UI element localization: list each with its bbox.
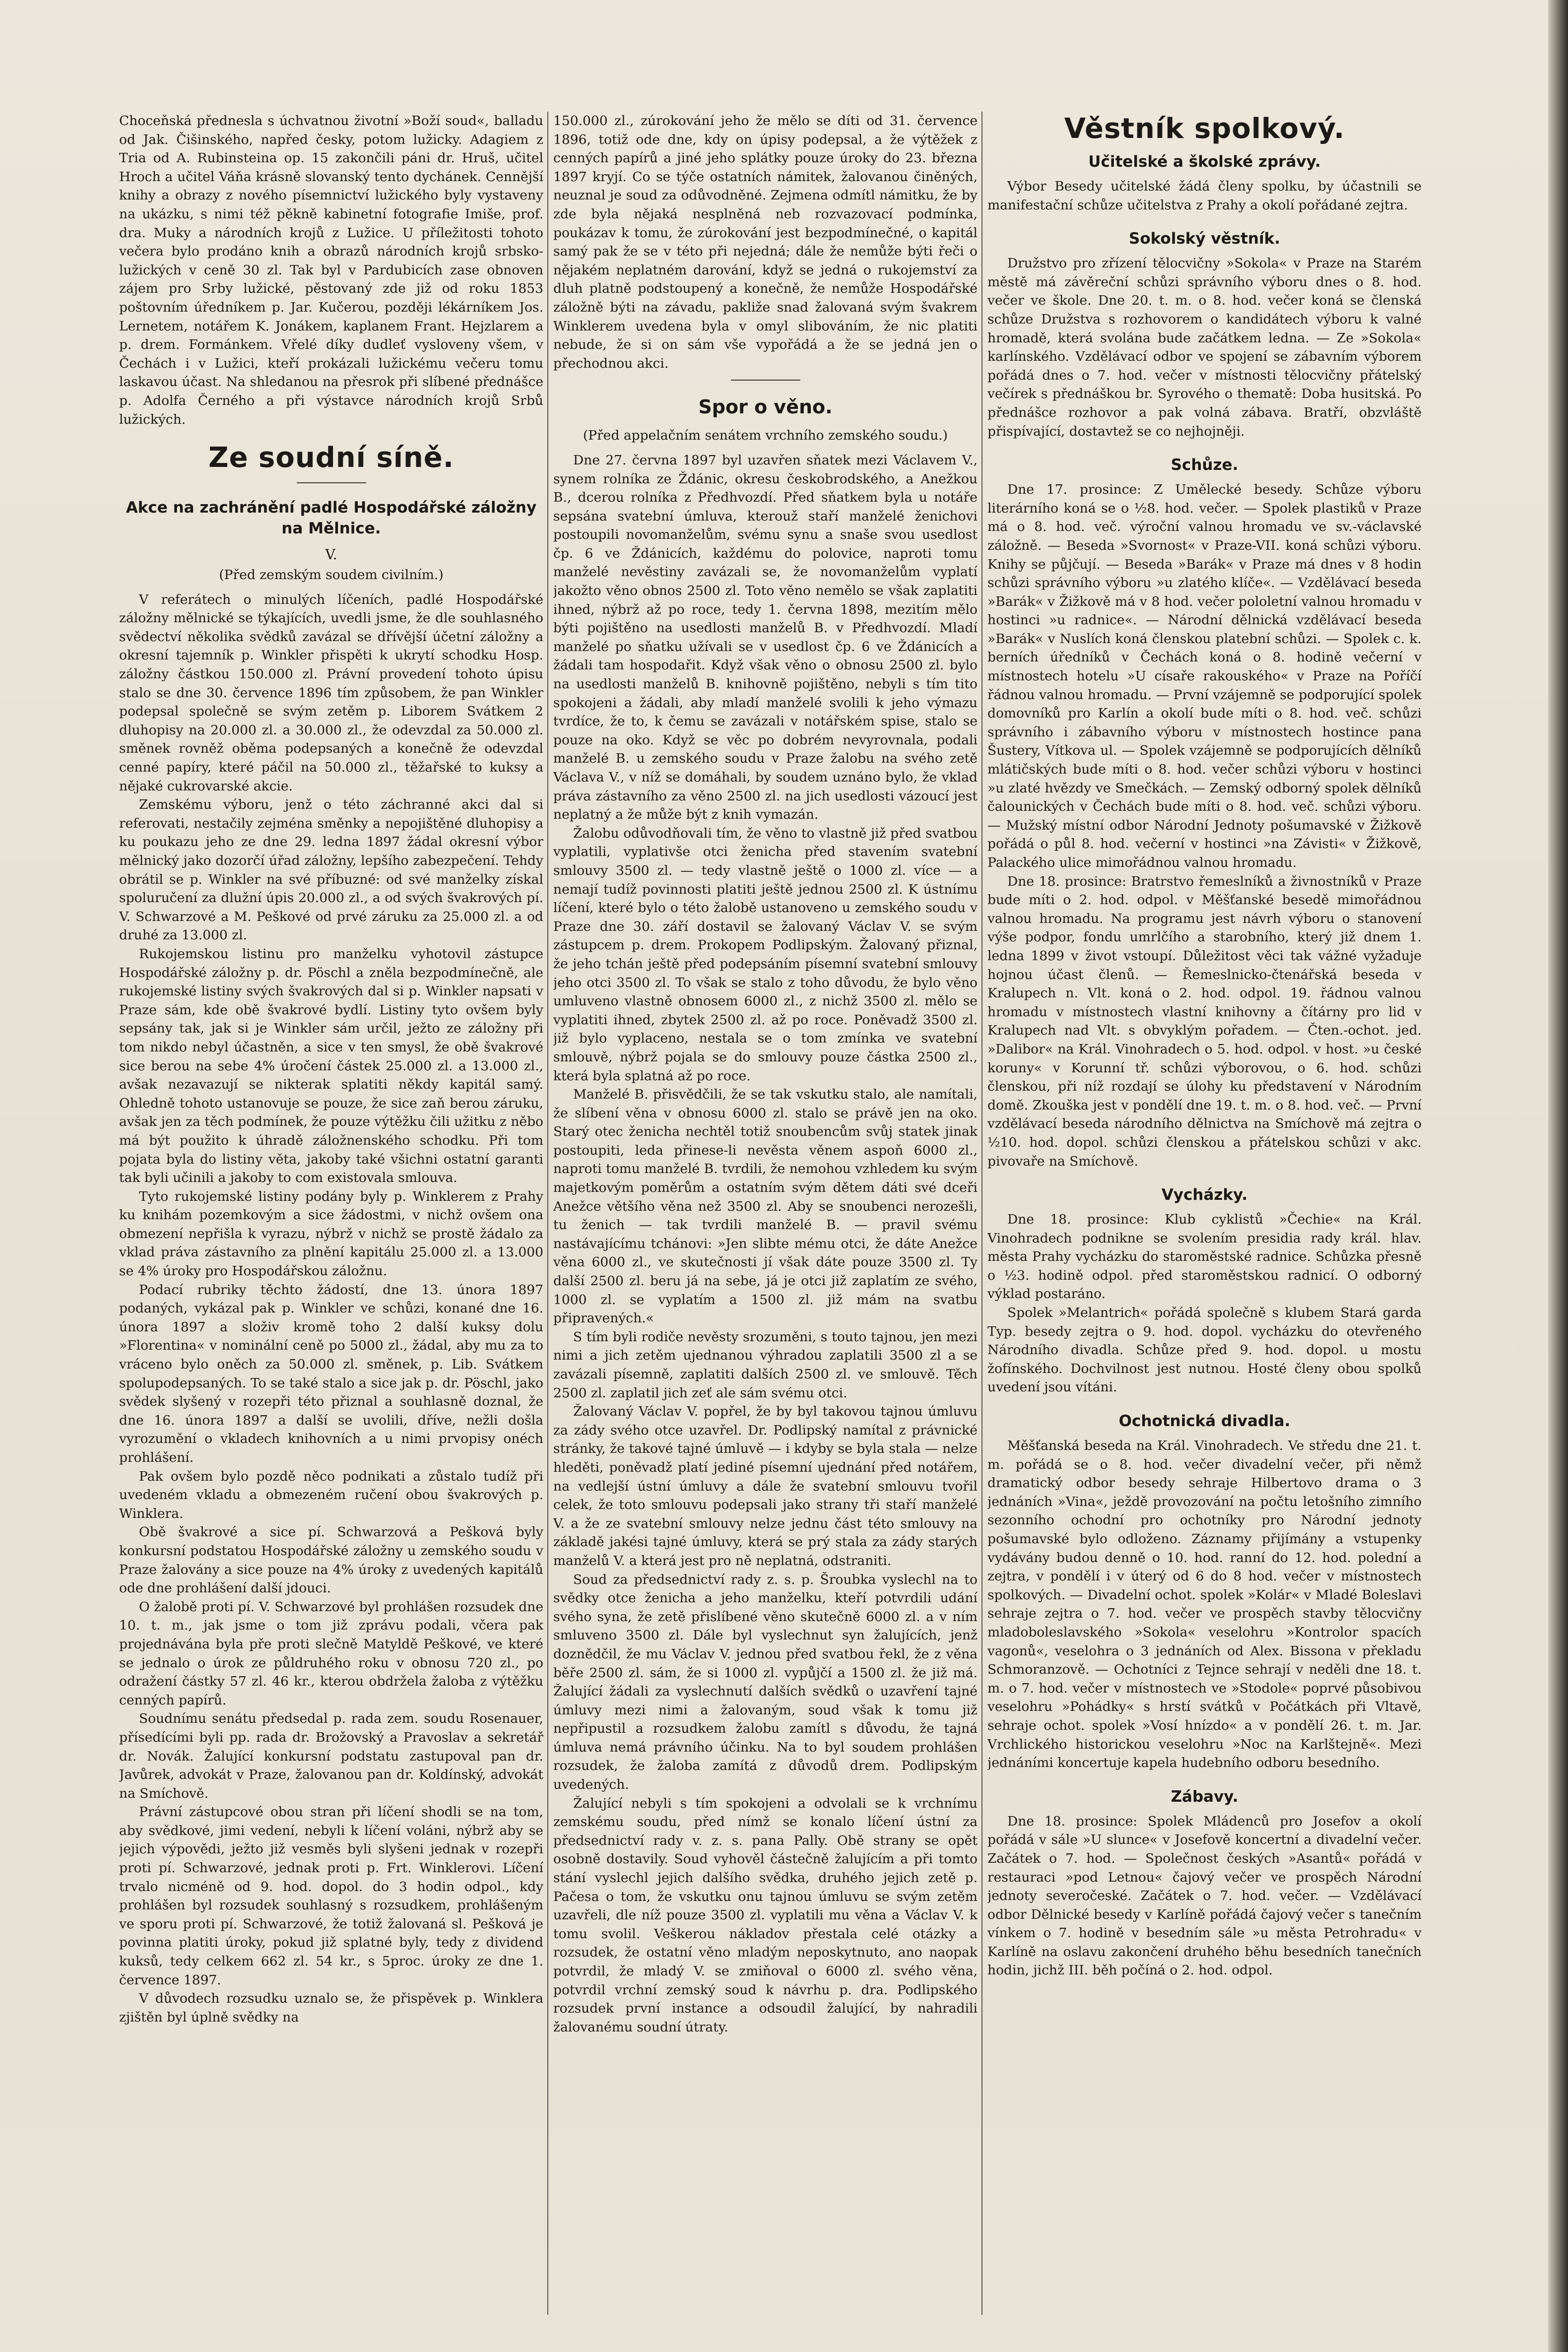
notice-paragraph: Dne 18. prosince: Klub cyklistů »Čechie« na Král. Vinohradech podnikne se svolením presidia rady král. hlav. města Prahy vycházku do staroměstské radnice. Schůzka přesně o ½3. hodině odpol. před staroměstskou radnicí. O odborný výklad postaráno. xyxy=(987,1212,1422,1302)
subsection-heading: Zábavy. xyxy=(1171,1787,1239,1806)
divider xyxy=(297,482,366,483)
article-paragraph: Rukojemskou listinu pro manželku vyhotovil zástupce Hospodářské záložny p. dr. Pöschl a zněla bezpodmínečně, ale rukojemské listiny svých švakrových dal si p. Winkler napsati v Praze sám, kde obě švakrové bydlí. Listiny tyto ovšem byly sepsány tak, jak si je Winkler sám určil, ježto ze záložny při tom nikdo nebyl účastněn, a sice v ten smysl, že obě švakrové sice berou na sebe 4% úročení částek 25.000 zl. a 13.000 zl., avšak nezavazují se nikterak splatiti někdy kapitál samý. Ohledně tohoto ustanovuje se pouze, že sice zaň berou záruku, avšak jen za těch podmínek, že pouze výtěžku čili užitku z něbo má být použito k úhradě záložnenského schodku. Při tom pojata byla do listiny věta, jakoby také všichni ostatní garanti tak byli učinili a jakoby to com existovala smlouva. xyxy=(119,946,543,1186)
article-paragraph: V důvodech rozsudku uznalo se, že přispěvek p. Winklera zjištěn byl úplně svědky na xyxy=(119,1991,543,2025)
article-paragraph: Manželé B. přisvědčili, že se tak vskutku stalo, ale namítali, že slíbení věna v obnosu 6000 zl. stalo se právě jen na oko. Starý otec ženicha nechtěl totiž snoubencům svůj statek jinak postoupiti, leda přinese-li nevěsta věnem aspoň 6000 zl., naproti tomu manželé B. tvrdili, že nemohou vzhledem ku svým majetkovým poměrům a ostatním svým dětem dáti své dceři Anežce většího věna než 3500 zl. Aby se snoubenci nerozešli, tu ženich — tak tvrdili manželé B. — pravil svému nastávajícímu tchánovi: »Jen slibte mému otci, že dáte Anežce věna 6000 zl., ve skutečnosti jí však dáte pouze 3500 zl. Ty další 2500 zl. beru já na sebe, já je otci již zaplatím ze svého, 1000 zl. se vyplatím a 1500 zl. již mám na svatbu připravených.« xyxy=(553,1087,978,1326)
article-subtitle: (Před zemským soudem civilním.) xyxy=(219,567,444,583)
article-paragraph: V referátech o minulých líčeních, padlé Hospodářské záložny mělnické se týkajících, uvedli jsme, že dle souhlasného svědectví několika svědků zavázal se dřívější účetní záložny a okresní tajemník p. Winkler přispěti k ukrytí schodku Hosp. záložny částkou 150.000 zl. Právní provedení tohoto úpisu stalo se dne 30. července 1896 tím způsobem, že pan Winkler podepsal společně se svým zetěm p. Liborem Svátkem 2 dluhopisy na 20.000 zl. a 30.000 zl., že odevzdal za 50.000 zl. směnek rovněž oběma podepsaných a konečně že odevzdal cenné papíry, které páčil na 50.000 zl., těžařské to kuksy a nějaké cukrovarské akcie. xyxy=(119,591,543,794)
subsection-heading: Schůze. xyxy=(1171,456,1239,474)
page-binding-edge xyxy=(1548,0,1568,2352)
article-subtitle: (Před appelačním senátem vrchního zemského soudu.) xyxy=(583,428,948,444)
notice-paragraph: Dne 18. prosince: Spolek Mládenců pro Josefov a okolí pořádá v sále »U slunce« v Josefově koncertní a divadelní večer. Začátek o 7. hod. — Společnost českých »Asantů« pořádá v restauraci »pod Letnou« čajový večer ve prospěch Národní jednoty severočeské. Začátek o 7. hod. večer. — Vzdělávací odbor Dělnické besedy v Karlíně pořádá čajový večer s tanečním vínkem o 7. hodině v besedním sále »u města Petrohradu« v Karlíně na oslavu zakončení druhého běhu besedních tanečních hodin, jichž III. běh počíná o 2. hod. odpol. xyxy=(987,1813,1422,1978)
subsection-heading: Sokolský věstník. xyxy=(1129,230,1280,248)
article-paragraph: 150.000 zl., zúrokování jeho že mělo se díti od 31. července 1896, totiž ode dne, kdy on úpisy podepsal, a že výtěžek z cenných papírů a jiné jeho splátky pouze úroky do 23. března 1897 kryjí. Co se týče ostatních námitek, žalovanou činěných, neuznal je soud za odůvodněné. Zejmena odmítl námitku, že by zde byla nějaká nesplněná neb rozvazovací podmínka, poukázav k tomu, že zúrokování jest bezpodmínečné, o kapitál samý pak že se v této při nejedná; dále že nemůže býti řeči o nějakém neplatném darování, když se jedná o rukojemství za dluh platně podstoupený a konečně, že nemůže Hospodářské záložně býti na závadu, pakliže snad žalovaná svým švakrem Winklerem uvedena byla v omyl slibováním, že nic platiti nebude, že si on sám vše vypořádá a že se jedná jen o přechodnou akci. xyxy=(553,113,978,371)
subsection-heading: Vycházky. xyxy=(1161,1186,1248,1204)
notice-paragraph: Měšťanská beseda na Král. Vinohradech. Ve středu dne 21. t. m. pořádá se o 8. hod. večer divadelní večer, při němž dramatický odbor besedy sehraje Hilbertovo drama o 3 jednáních »Vina«, ježdě provozování na počtu letošního zimního sezonního ochodní pro ochotníky pro Národní jednoty pošumavské bylo odloženo. Záznamy přijímány a vstupenky vydávány budou denně o 10. hod. ranní do 12. hod. polední a zejtra, v pondělí i v úterý od 6 do 8 hod. večer v místnostech spolkových. — Divadelní ochot. spolek »Kolár« v Mladé Boleslavi sehraje zejtra o 7. hod. večer ve prospěch stavby tělocvičny mladoboleslavského »Sokola« veselohru »Kontrolor spacích vagonů«, veselohra o 3 jednáních od Alex. Bissona v překladu Schmoranzově. — Ochotníci z Tejnce sehrají v neděli dne 18. t. m. o 7. hod. večer v místnostech ve »Stodole« poprvé působivou veselohru »Pohádky« s hrstí svátků v Počátkách při Vltavě, sehraje ochot. spolek »Vosí hnízdo« a v pondělí 26. t. m. Jar. Vrchlického historickou veselohru »Noc na Karlštejně«. Mezi jednáními koncertuje kapela hudebního odboru besedního. xyxy=(987,1438,1422,1771)
article-paragraph: Žalující nebyli s tím spokojeni a odvolali se k vrchnímu zemskému soudu, před nímž se konalo líčení ústní za předsednictví rady v. z. s. pana Pally. Obě strany se opět osobně dostavily. Soud vyhověl částečně žalujícím a při tomto stání vyslechl jejich dalšího svědka, druhého jejich zetě p. Pačesa o tom, že vskutku onu tajnou úmluvu se svým zetěm uzavřeli, dle níž pouze 3500 zl. vyplatili mu věna a Václav V. k tomu svolil. Veškerou nákladov přestala celé otázky a rozsudek, že ostatní věno mladým neposkytnuto, ano naopak potvrdil, že mladý V. se zmiňoval o 6000 zl. svého věna, potvrdil vrchní zemský soud k návrhu p. dra. Podlipského rozsudek první instance a odsoudil žalující, by nahradili žalovanému soudní útraty. xyxy=(553,1795,978,2035)
section-heading: Ze soudní síně. xyxy=(208,442,455,474)
notice-paragraph: Dne 18. prosince: Bratrstvo řemeslníků a živnostníků v Praze bude míti o 2. hod. odpol. v Měšťanské besedě mimořádnou valnou hromadu. Na programu jest návrh výboru o stanovení výše podpor, fondu umrlčího a starobního, který již dnem 1. ledna 1899 v život vstoupí. Důležitost věci tak vážné vyžaduje hojnou účast členů. — Řemeslnicko-čtenářská beseda v Kralupech n. Vlt. koná o 2. hod. odpol. 19. řádnou valnou hromadu v místnostech vlastní knihovny a čítárny pro lid v Kralupech nad Vlt. s obvyklým pořadem. — Čten.-ochot. jed. »Dalibor« na Král. Vinohradech o 5. hod. odpol. v host. »u české koruny« v Korunní tř. schůzi výborovou, o 6. hod. schůzi členskou, při níž rozdají se úlohy ku představení v Národním domě. Zkouška jest v pondělí dne 19. t. m. o 8. hod. več. — První vzdělávací beseda národního dělnictva na Smíchově má zejtra o ½10. hod. dopol. schůzi členskou a přátelskou schůzi v akc. pivovaře na Smíchově. xyxy=(987,873,1422,1169)
article-paragraph: Tyto rukojemské listiny podány byly p. Winklerem z Prahy ku knihám pozemkovým a sice žádostmi, v nichž ovšem ona obmezení nepřišla k vyrazu, nýbrž v nichž se prostě žádalo za vklad práva zástavního za plnění kapitálu 25.000 zl. a 13.000 se 4% úroky pro Hospodářskou záložnu. xyxy=(119,1188,543,1279)
article-paragraph: Obě švakrové a sice pí. Schwarzová a Pešková byly konkursní podstatou Hospodářské záložny u zemského soudu v Praze žalovány a sice pouze na 4% úroky z uvedených kapitálů ode dne prohlášení další jdouci. xyxy=(119,1524,543,1596)
section-heading: Věstník spolkový. xyxy=(1064,113,1345,145)
notice-paragraph: Spolek »Melantrich« pořádá společně s klubem Stará garda Typ. besedy zejtra o 9. hod. dopol. vycházku do otevřeného Národního divadla. Schůze před 9. hod. dopol. u mostu žofínského. Dochvilnost jest nutnou. Hosté členy obou spolků uvedení jsou vítáni. xyxy=(987,1305,1422,1395)
article-paragraph: Podací rubriky těchto žádostí, dne 13. února 1897 podaných, vykázal pak p. Winkler ve schůzi, konané dne 16. února 1897 a složiv kromě toho 2 další kuksy dolu »Florentina« v nominální ceně po 5000 zl., žádal, aby mu za to vráceno bylo oněch za 50.000 zl. směnek, p. Lib. Svátkem spolupodepsaných. To se také stalo a sice jak p. dr. Pöschl, jako svědek slyšený v rozepři této přiznal a souhlasně doznal, že dne 16. února 1897 a další se uvolili, dříve, nežli došla vyrozumění o vkladech knihovních a u nimi prvopisy onéch prohlášení. xyxy=(119,1282,543,1465)
column-1 xyxy=(119,112,543,2335)
article-paragraph: Právní zástupcové obou stran při líčení shodli se na tom, aby svědkové, jimi vedení, nebyli k líčení voláni, nýbrž aby se jejich výpovědi, ježto již vesměs byli slyšeni jednak v rozepři proti pí. Schwarzové, jednak proti p. Frt. Winklerovi. Líčení trvalo nicméně od 9. hod. dopol. do 3 hodin odpol., kdy prohlášen byl rozsudek souhlasný s rozsudkem, prohlášeným ve sporu proti pí. Schwarzové, že totiž žalovaná sl. Pešková je povinna platiti úroky, pokud již splatné byly, tedy z dividend kuksů, tedy celkem 662 zl. 54 kr., s 5proc. úroky ze dne 1. července 1897. xyxy=(119,1804,543,1988)
article-paragraph: Pak ovšem bylo pozdě něco podnikati a zůstalo tudíž při uvedeném vkladu a obmezeném ručení obou švakrových p. Winklera. xyxy=(119,1468,543,1521)
article-paragraph: S tím byli rodiče nevěsty srozuměni, s touto tajnou, jen mezi nimi a jich zetěm ujednanou výhradou zaplatili 3500 zl a se zavázali písemně, zaplatiti dalších 2500 zl. ve smlouvě. Těch 2500 zl. zaplatil jich zeť ale sám svému otci. xyxy=(553,1329,978,1401)
subsection-heading: Učitelské a školské zprávy. xyxy=(1088,153,1321,171)
article-paragraph: Soudnímu senátu předsedal p. rada zem. soudu Rosenauer, přísedícími byli pp. rada dr. Brožovský a Pravoslav a sekretář dr. Novák. Žalující konkursní podstatu zastupoval pan dr. Javůrek, advokát v Praze, žalovanou pan dr. Koldínský, advokát na Smíchově. xyxy=(119,1711,543,1801)
article-title: Akce na zachránění padlé Hospodářské záložny na Mělnice. xyxy=(126,499,537,538)
subsection-heading: Ochotnická divadla. xyxy=(1118,1412,1291,1431)
article-paragraph: Žalobu odůvodňovali tím, že věno to vlastně již před svatbou vyplatili, vyplativše otci ženicha před stavením svatební smlouvy 3500 zl. — tedy vlastně ještě o 1000 zl. více — a nemají tudíž povinnosti platiti ještě jednou 2500 zl. K ústnímu líčení, které bylo o této žalobě ustanoveno u zemského soudu v Praze dne 30. září dostavil se žalovaný Václav V. se svým zástupcem p. drem. Prokopem Podlipským. Žalovaný přiznal, že jeho tchán ještě před podepsáním písemní svatební smlouvy jeho otci 3500 zl. To však se stalo z toho důvodu, že bylo věno umluveno vlastně obnosem 6000 zl., z nichž 3500 zl. mělo se vyplatiti ihned, zbytek 2500 zl. až po roce. Poněvadž 3500 zl. již bylo vyplaceno, nestala se o tom zmínka ve svatební smlouvě, nýbrž pojala se do smlouvy pouze částka 2500 zl., která byla splatná až po roce. xyxy=(553,825,978,1084)
notice-paragraph: Výbor Besedy učitelské žádá členy spolku, by účastnili se manifestační schůze učitelstva z Prahy a okolí pořádané zejtra. xyxy=(987,179,1422,213)
article-paragraph: Dne 27. června 1897 byl uzavřen sňatek mezi Václavem V., synem rolníka ze Ždánic, okresu českobrodského, a Anežkou B., dcerou rolníka z Předhvozdí. Před sňatkem byla u notáře sepsána svatební úmluva, kterouž staří manželé ženichovi postoupili novomanželům, svému synu a snaše svou usedlost čp. 6 ve Ždánicích, každému do polovice, naproti tomu manželé nevěstiny zavázali se, že novomanželům vyplatí jakožto věno obnos 2500 zl. Toto věno nemělo se však zaplatiti ihned, nýbrž až po roce, tedy 1. června 1898, mezitím mělo býti pojištěno na usedlosti manželů B. v Předhvozdí. Mladí manželé po sňatku užívali se v usedlost čp. 6 ve Ždánicích a žádali tam hospodařit. Když však věno o obnosu 2500 zl. bylo na usedlosti manželů B. knihovně pojištěno, nebyli s tím tito spokojeni a žádali, aby mladí manželé svolili k jeho výmazu tvrdíce, že to, k čemu se zavázali v notářském spise, stalo se pouze na oko. Když se věc po dobrém nevyrovnala, podali manželé B. u zemského soudu v Praze žalobu na svého zetě Václava V., v níž se domáhali, by soudem uznáno bylo, že vklad práva zástavního za věno 2500 zl. na jich usedlosti vázoucí jest neplatný a že může být z knih vymazán. xyxy=(553,452,978,823)
article-part-number: V. xyxy=(325,546,337,563)
column-rule xyxy=(981,112,982,2315)
article-paragraph: O žalobě proti pí. V. Schwarzové byl prohlášen rozsudek dne 10. t. m., jak jsme o tom již zprávu podali, včera pak projednávána byla pře proti slečně Matyldě Peškové, ve které se jednalo o úrok ze půldruhého roku v obnosu 720 zl., po odražení částky 57 zl. 46 kr., kterou obdržela žaloba z výtěžku cenných papírů. xyxy=(119,1599,543,1708)
column-3 xyxy=(987,112,1422,2335)
article-paragraph: Soud za předsednictví rady z. s. p. Šroubka vyslechl na to svědky otce ženicha a jeho manželku, kteří potvrdili udání svého syna, že zetě přislíbené věno skutečně 6000 zl. a v ním smluveno 3500 zl. Dále byl vyslechnut syn žalujících, jenž doznědčil, že mu Václav V. jednou před svatbou řekl, že z věna běře 2500 zl. sám, že si 1000 zl. vypůjčí a 1500 zl. že již má. Žalující žádali za vyslechnutí dalších svědků o uzavření tajné úmluvy mezi nimi a žalovaným, soud však k tomu již nepřipustil a rozsudkem žalobu zamítl s důvodu, že tajná úmluva nemá právního účinku. Na to byl soudem prohlášen rozsudek, že žaloba zamítá z důvodů drem. Podlipským uvedených. xyxy=(553,1571,978,1793)
divider xyxy=(731,380,800,381)
article-paragraph: Zemskému výboru, jenž o této záchranné akci dal si referovati, nestačily zejména směnky a nepojištěné dluhopisy a ku poukazu jeho ze dne 29. ledna 1897 žádal okresní výbor mělnický jako dozorčí úřad záložny, lepšího zabezpečení. Tehdy obrátil se p. Winkler na své příbuzné: od své manželky získal spoluručení za dlužní úpis 20.000 zl., a od svých švakrových pí. V. Schwarzové a M. Peškové od prvé záruku za 25.000 zl. a od druhé za 13.000 zl. xyxy=(119,797,543,943)
column-rule xyxy=(547,112,548,2315)
article-paragraph: Choceňská přednesla s úchvatnou životní »Boží soud«, balladu od Jak. Čišinského, napřed česky, potom lužicky. Adagiem z Tria od A. Rubinsteina op. 15 zakončili páni dr. Hruš, učitel Hroch a učitel Váňa krásně slovanský tento dychánek. Cennější knihy a obrazy z nového písemnictví lužického byly vystaveny na ukázku, s nimi též pěkně kabinetní fotografie Imiše, prof. dra. Muky a národních krojů z Lužice. U příležitosti tohoto večera bylo prodáno knih a obrazů národních krojů srbsko-lužických v ceně 30 zl. Tak byl v Pardubicích zase obnoven zájem pro Srby lužické, pěstovaný zde již od roku 1853 poštovním úředníkem p. Jar. Kučerou, později lékárníkem Jos. Lernetem, notářem K. Jonákem, kaplanem Frant. Hejzlarem a p. drem. Formánkem. Vřelé díky dudleť vysloveny všem, v Čechách i v Lužici, kteří prokázali lužickému večeru tomu laskavou účast. Na shledanou na přesrok při slíbené přednášce p. Adolfa Černého a při výstavce národních krojů Srbů lužických. xyxy=(119,113,543,427)
article-title: Spor o věno. xyxy=(698,396,833,418)
notice-paragraph: Dne 17. prosince: Z Umělecké besedy. Schůze výboru literárního koná se o ½8. hod. večer. — Spolek plastiků v Praze má o 8. hod. več. výroční valnou hromadu ve sv.-václavské záložně. — Beseda »Svornost« v Praze-VII. koná schůzi výboru. Knihy se půjčují. — Beseda »Barák« v Praze má dnes v 8 hodin schůzi správního výboru »u zlatého klíče«. — Vzdělávací beseda »Barák« v Žižkově má v 8 hod. večer pololetní valnou hromadu v hostinci »u radnice«. — Národní dělnická vzdělávací beseda »Barák« v Nuslích koná členskou platební schůzi. — Spolek c. k. berních úředníků v Čechách koná o 8. hodině večerní v místnostech hotelu »U císaře rakouského« v Praze na Poříčí řádnou valnou hromadu. — První vzájemně se podporující spolek domovníků pro Karlín a okolí bude míti o 8. hod. več. schůzi správního i zábavního výboru v místnostech hostince pana Šustery, Vítkova ul. — Spolek vzájemně se podporujících dělníků mlátičských bude míti o 8. hod. večer schůzi výboru v hostinci »u zlaté hvězdy ve Smečkách. — Zemský odborný spolek dělníků čalounických v Čechách bude míti o 8. hod. več. schůzi výboru. — Mužský místní odbor Národní Jednoty pošumavské v Žižkově pořádá o půl 8. hod. večerní v hostinci »na Závisti« v Žižkově, Palackého ulice mimořádnou valnou hromadu. xyxy=(987,482,1422,870)
notice-paragraph: Družstvo pro zřízení tělocvičny »Sokola« v Praze na Starém městě má závěreční schůzi správního výboru dnes o 8. hod. večer ve škole. Dne 20. t. m. o 8. hod. večer koná se členská schůze Družstva s rozhovorem o kandidátech výboru k valné hromadě, která svolána bude začátkem ledna. — Ze »Sokola« karlínského. Vzdělávací odbor ve spojení se zábavním výborem pořádá dnes o 7. hod. večer v místnosti tělocvičny přátelský večírek s přednáškou br. Syrového o thematě: Doba husitská. Po přednášce rozhovor a pak volná zábava. Bratří, obzvláště přispívající, dostavtež se co nejhojněji. xyxy=(987,256,1422,439)
column-2 xyxy=(553,112,978,2335)
article-paragraph: Žalovaný Václav V. popřel, že by byl takovou tajnou úmluvu za zády svého otce uzavřel. Dr. Podlipský namítal z právnické stránky, že takové tajné úmluvě — i kdyby se byla stala — nelze hleděti, poněvadž platí jediné písemní ujednání před notářem, na vedlejší ústní úmluvy a dále že svatební smlouvu tvořil celek, že toto smlouvu podepsali jako strany tři staří manželé V. a že ze svatební smlouvy nelze jednu část této smlouvy na základě jakési tajné úmluvy, která se prý stala za zády starých manželů V. a která jest pro ně neplatná, odstraniti. xyxy=(553,1404,978,1568)
